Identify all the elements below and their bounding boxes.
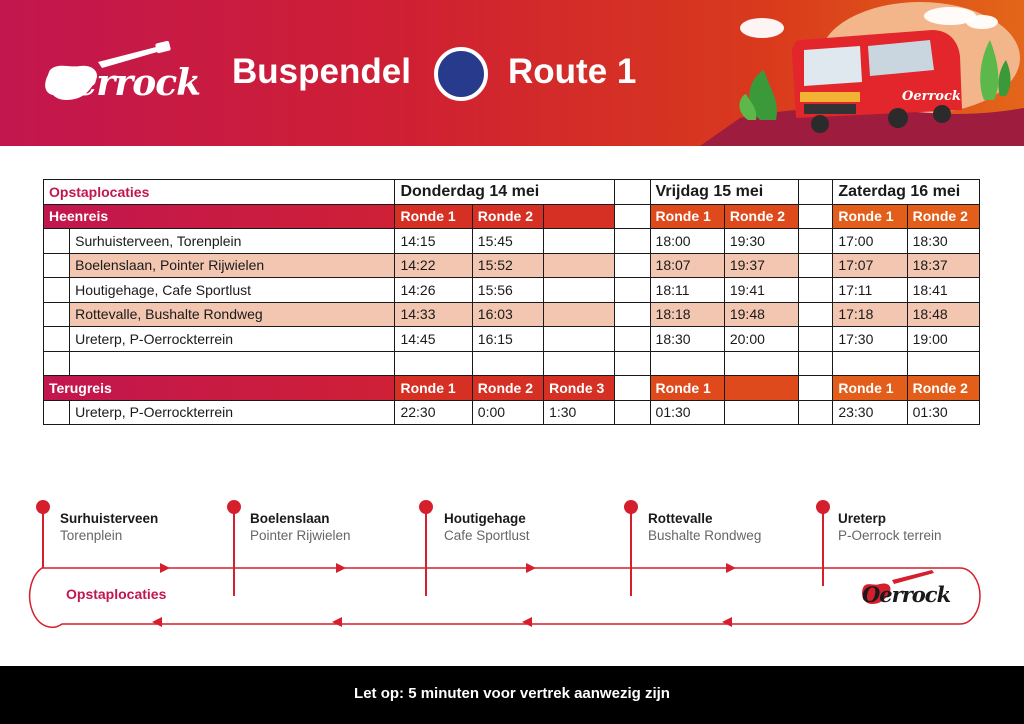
spacer-cell [615, 302, 650, 327]
stop-connector [630, 512, 632, 596]
spacer-cell [615, 204, 650, 229]
stop-name: Ureterp [838, 511, 887, 526]
time-cell: 0:00 [472, 400, 543, 425]
time-cell: 18:30 [907, 229, 979, 254]
logo-text: Oerrock [44, 62, 201, 104]
blank-cell [544, 327, 615, 352]
stop-connector [822, 512, 824, 586]
logo-text: Oerrock [862, 582, 951, 607]
oerrock-logo-small [858, 568, 951, 614]
table-row [44, 302, 980, 327]
ronde-header-empty [724, 376, 798, 401]
stop-cell: Boelenslaan, Pointer Rijwielen [70, 253, 395, 278]
blank-cell [907, 351, 979, 376]
stop-subtitle: Pointer Rijwielen [250, 528, 351, 543]
time-cell: 18:48 [907, 302, 979, 327]
route-diagram [0, 490, 1024, 640]
oerrock-logo [40, 40, 201, 112]
ronde-header-empty [544, 204, 615, 229]
empty-table-row [44, 351, 980, 376]
time-cell: 14:45 [395, 327, 472, 352]
stop-subtitle: Torenplein [60, 528, 123, 543]
bus-illustration [700, 0, 1024, 146]
blank-cell [544, 229, 615, 254]
blank-cell [44, 229, 70, 254]
stop-cell: Ureterp, P-Oerrockterrein [70, 400, 395, 425]
ronde-header: Ronde 1 [395, 376, 472, 401]
spacer-cell [615, 376, 650, 401]
time-cell: 19:48 [724, 302, 798, 327]
ronde-header: Ronde 2 [907, 204, 979, 229]
day-saturday: Zaterdag 16 mei [833, 180, 980, 205]
blank-cell [833, 351, 907, 376]
stop-name: Houtigehage [444, 511, 526, 526]
stop-subtitle: P-Oerrock terrein [838, 528, 942, 543]
blank-cell [615, 351, 650, 376]
table-row [44, 400, 980, 425]
blank-cell [650, 351, 724, 376]
table-row [44, 278, 980, 303]
stop-connector [425, 512, 427, 596]
stop-connector [42, 512, 44, 568]
spacer-cell [799, 229, 833, 254]
time-cell: 14:33 [395, 302, 472, 327]
spacer-cell [615, 253, 650, 278]
time-cell: 18:37 [907, 253, 979, 278]
time-cell: 16:15 [472, 327, 543, 352]
schedule-table [43, 179, 980, 425]
ronde-header: Ronde 1 [650, 376, 724, 401]
footer-notice: Let op: 5 minuten voor vertrek aanwezig zijn [354, 685, 670, 702]
time-cell: 15:45 [472, 229, 543, 254]
time-cell: 17:18 [833, 302, 907, 327]
spacer-cell [799, 400, 833, 425]
table-row [44, 253, 980, 278]
ronde-header: Ronde 2 [472, 376, 543, 401]
route-color-dot [434, 47, 488, 101]
time-cell: 18:11 [650, 278, 724, 303]
time-cell: 01:30 [907, 400, 979, 425]
table-row [44, 327, 980, 352]
bus-logo-text: Oerrock [902, 89, 961, 104]
ronde-header: Ronde 1 [395, 204, 472, 229]
blank-cell [724, 400, 798, 425]
time-cell: 17:00 [833, 229, 907, 254]
stop-name: Boelenslaan [250, 511, 330, 526]
ronde-header: Ronde 1 [650, 204, 724, 229]
time-cell: 1:30 [544, 400, 615, 425]
time-cell: 17:11 [833, 278, 907, 303]
blank-cell [724, 351, 798, 376]
time-cell: 17:07 [833, 253, 907, 278]
opstap-route-label: Opstaplocaties [66, 586, 167, 602]
blank-cell [44, 302, 70, 327]
spacer-cell [799, 180, 833, 205]
table-row [44, 229, 980, 254]
heenreis-header-row [44, 204, 980, 229]
stop-name: Surhuisterveen [60, 511, 159, 526]
ronde-header: Ronde 1 [833, 376, 907, 401]
time-cell: 16:03 [472, 302, 543, 327]
stop-cell: Surhuisterveen, Torenplein [70, 229, 395, 254]
stop-cell: Ureterp, P-Oerrockterrein [70, 327, 395, 352]
stop-subtitle: Cafe Sportlust [444, 528, 530, 543]
time-cell: 23:30 [833, 400, 907, 425]
ronde-header: Ronde 2 [724, 204, 798, 229]
blank-cell [395, 351, 472, 376]
blank-cell [472, 351, 543, 376]
spacer-cell [615, 180, 650, 205]
blank-cell [544, 253, 615, 278]
spacer-cell [799, 327, 833, 352]
time-cell: 14:22 [395, 253, 472, 278]
stop-subtitle: Bushalte Rondweg [648, 528, 762, 543]
stop-connector [233, 512, 235, 596]
spacer-cell [799, 253, 833, 278]
time-cell: 19:37 [724, 253, 798, 278]
footer-notice-bar [0, 666, 1024, 724]
time-cell: 18:18 [650, 302, 724, 327]
blank-cell [44, 327, 70, 352]
spacer-cell [615, 229, 650, 254]
time-cell: 14:26 [395, 278, 472, 303]
blank-cell [44, 351, 70, 376]
terugreis-label: Terugreis [44, 376, 395, 401]
stop-cell: Houtigehage, Cafe Sportlust [70, 278, 395, 303]
time-cell: 19:00 [907, 327, 979, 352]
table-header-row [44, 180, 980, 205]
blank-cell [70, 351, 395, 376]
spacer-cell [799, 278, 833, 303]
page-title-right: Route 1 [508, 52, 637, 91]
stop-name: Rottevalle [648, 511, 713, 526]
spacer-cell [615, 327, 650, 352]
ronde-header: Ronde 2 [907, 376, 979, 401]
ronde-header: Ronde 2 [472, 204, 543, 229]
time-cell: 15:52 [472, 253, 543, 278]
time-cell: 19:41 [724, 278, 798, 303]
blank-cell [544, 278, 615, 303]
blank-cell [44, 253, 70, 278]
time-cell: 20:00 [724, 327, 798, 352]
time-cell: 14:15 [395, 229, 472, 254]
stop-cell: Rottevalle, Bushalte Rondweg [70, 302, 395, 327]
terugreis-header-row [44, 376, 980, 401]
spacer-cell [799, 204, 833, 229]
blank-cell [799, 351, 833, 376]
time-cell: 22:30 [395, 400, 472, 425]
time-cell: 17:30 [833, 327, 907, 352]
blank-cell [544, 302, 615, 327]
page-title-left: Buspendel [232, 52, 411, 91]
ronde-header: Ronde 3 [544, 376, 615, 401]
opstap-header: Opstaplocaties [44, 180, 395, 205]
ronde-header: Ronde 1 [833, 204, 907, 229]
time-cell: 18:30 [650, 327, 724, 352]
time-cell: 19:30 [724, 229, 798, 254]
time-cell: 18:41 [907, 278, 979, 303]
blank-cell [544, 351, 615, 376]
day-thursday: Donderdag 14 mei [395, 180, 615, 205]
day-friday: Vrijdag 15 mei [650, 180, 799, 205]
time-cell: 18:00 [650, 229, 724, 254]
blank-cell [44, 278, 70, 303]
header-banner [0, 0, 1024, 146]
heenreis-label: Heenreis [44, 204, 395, 229]
arrow-icons [152, 563, 736, 627]
spacer-cell [799, 302, 833, 327]
time-cell: 18:07 [650, 253, 724, 278]
spacer-cell [799, 376, 833, 401]
spacer-cell [615, 278, 650, 303]
blank-cell [44, 400, 70, 425]
time-cell: 15:56 [472, 278, 543, 303]
spacer-cell [615, 400, 650, 425]
time-cell: 01:30 [650, 400, 724, 425]
